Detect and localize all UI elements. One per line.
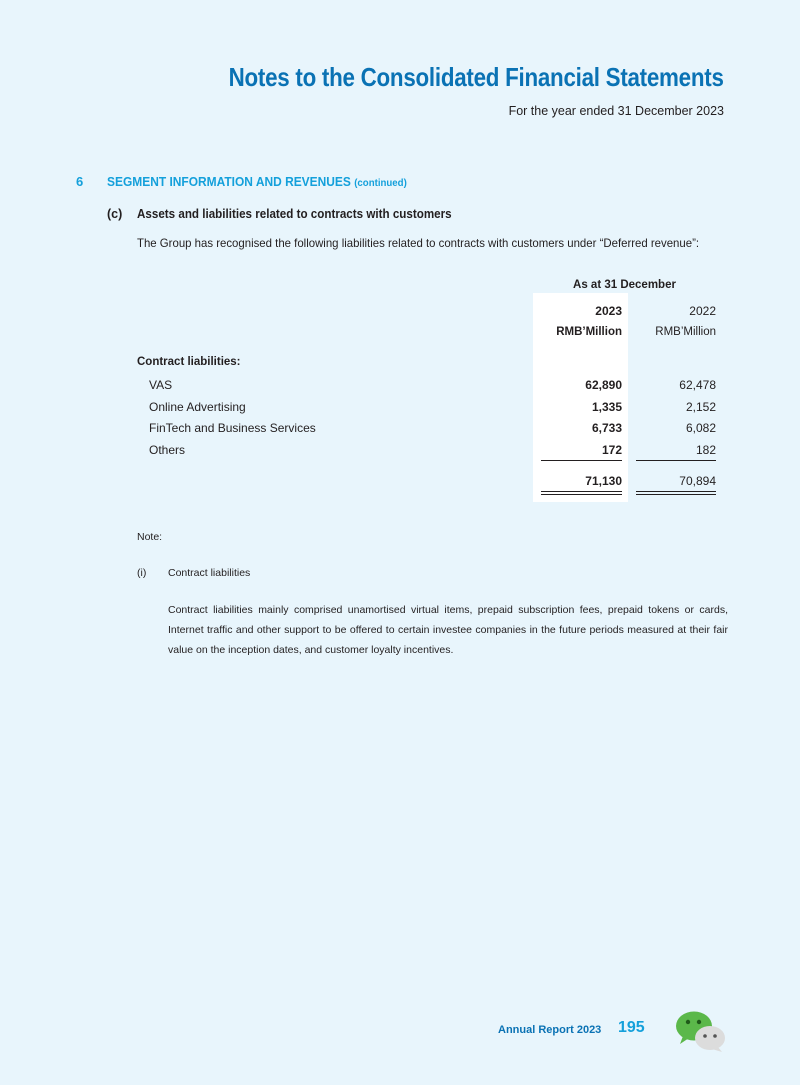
row-label: VAS (149, 378, 173, 392)
footer-report-name: Annual Report 2023 (498, 1024, 602, 1036)
page-title: Notes to the Consolidated Financial Statements (228, 62, 724, 92)
logo-eye (703, 1034, 707, 1038)
note-heading: Note: (137, 531, 163, 543)
total-2023: 71,130 (585, 474, 622, 488)
logo-eye (713, 1034, 717, 1038)
logo-eye (686, 1020, 690, 1024)
logo-eye (697, 1020, 701, 1024)
note-paragraph: Contract liabilities mainly comprised unamortised virtual items, prepaid subscription fees, prepaid tokens or cards, Internet traffic and other support to be offered to certain investee companies in the future periods measured at their fair value on the inception dates, and customer loyalty incentives. (168, 604, 728, 656)
total-double-rule-2022 (636, 491, 716, 495)
section-title-text: SEGMENT INFORMATION AND REVENUES (107, 174, 351, 189)
row-label: Others (149, 443, 186, 457)
table-group-header: As at 31 December (573, 279, 676, 291)
category-label: Contract liabilities: (137, 356, 241, 368)
value-2023: 6,733 (591, 421, 622, 435)
section-continued: (continued) (354, 177, 407, 189)
subsection-intro: The Group has recognised the following liabilities related to contracts with customers under “Deferred revenue”: (137, 236, 700, 250)
section-number: 6 (76, 174, 84, 189)
subsection-label: (c) (107, 207, 123, 221)
value-2022: 62,478 (679, 378, 716, 392)
value-2023: 172 (601, 443, 622, 457)
row-label: Online Advertising (149, 400, 246, 414)
subsection-title: Assets and liabilities related to contracts with customers (137, 207, 452, 221)
value-2022: 2,152 (685, 400, 716, 414)
row-label: FinTech and Business Services (149, 421, 316, 435)
note-item-title: Contract liabilities (168, 567, 251, 579)
value-2023: 62,890 (585, 378, 622, 392)
current-year-highlight (533, 293, 628, 502)
value-2023: 1,335 (591, 400, 622, 414)
value-2022: 182 (695, 443, 716, 457)
section-title (107, 174, 407, 189)
footer-page-number: 195 (618, 1019, 645, 1036)
note-item-label: (i) (137, 567, 147, 579)
subtotal-rule-2023 (541, 460, 622, 461)
unit-header-2022: RMB’Million (655, 326, 716, 338)
logo-bubble-small (695, 1026, 725, 1050)
page-subtitle: For the year ended 31 December 2023 (508, 104, 724, 118)
unit-header-2023: RMB’Million (556, 326, 622, 338)
total-double-rule-2023 (541, 491, 622, 495)
wechat-logo-icon (674, 1010, 726, 1052)
total-2022: 70,894 (679, 474, 716, 488)
year-header-2023: 2023 (595, 304, 622, 318)
value-2022: 6,082 (685, 421, 716, 435)
subtotal-rule-2022 (636, 460, 716, 461)
year-header-2022: 2022 (689, 304, 716, 318)
